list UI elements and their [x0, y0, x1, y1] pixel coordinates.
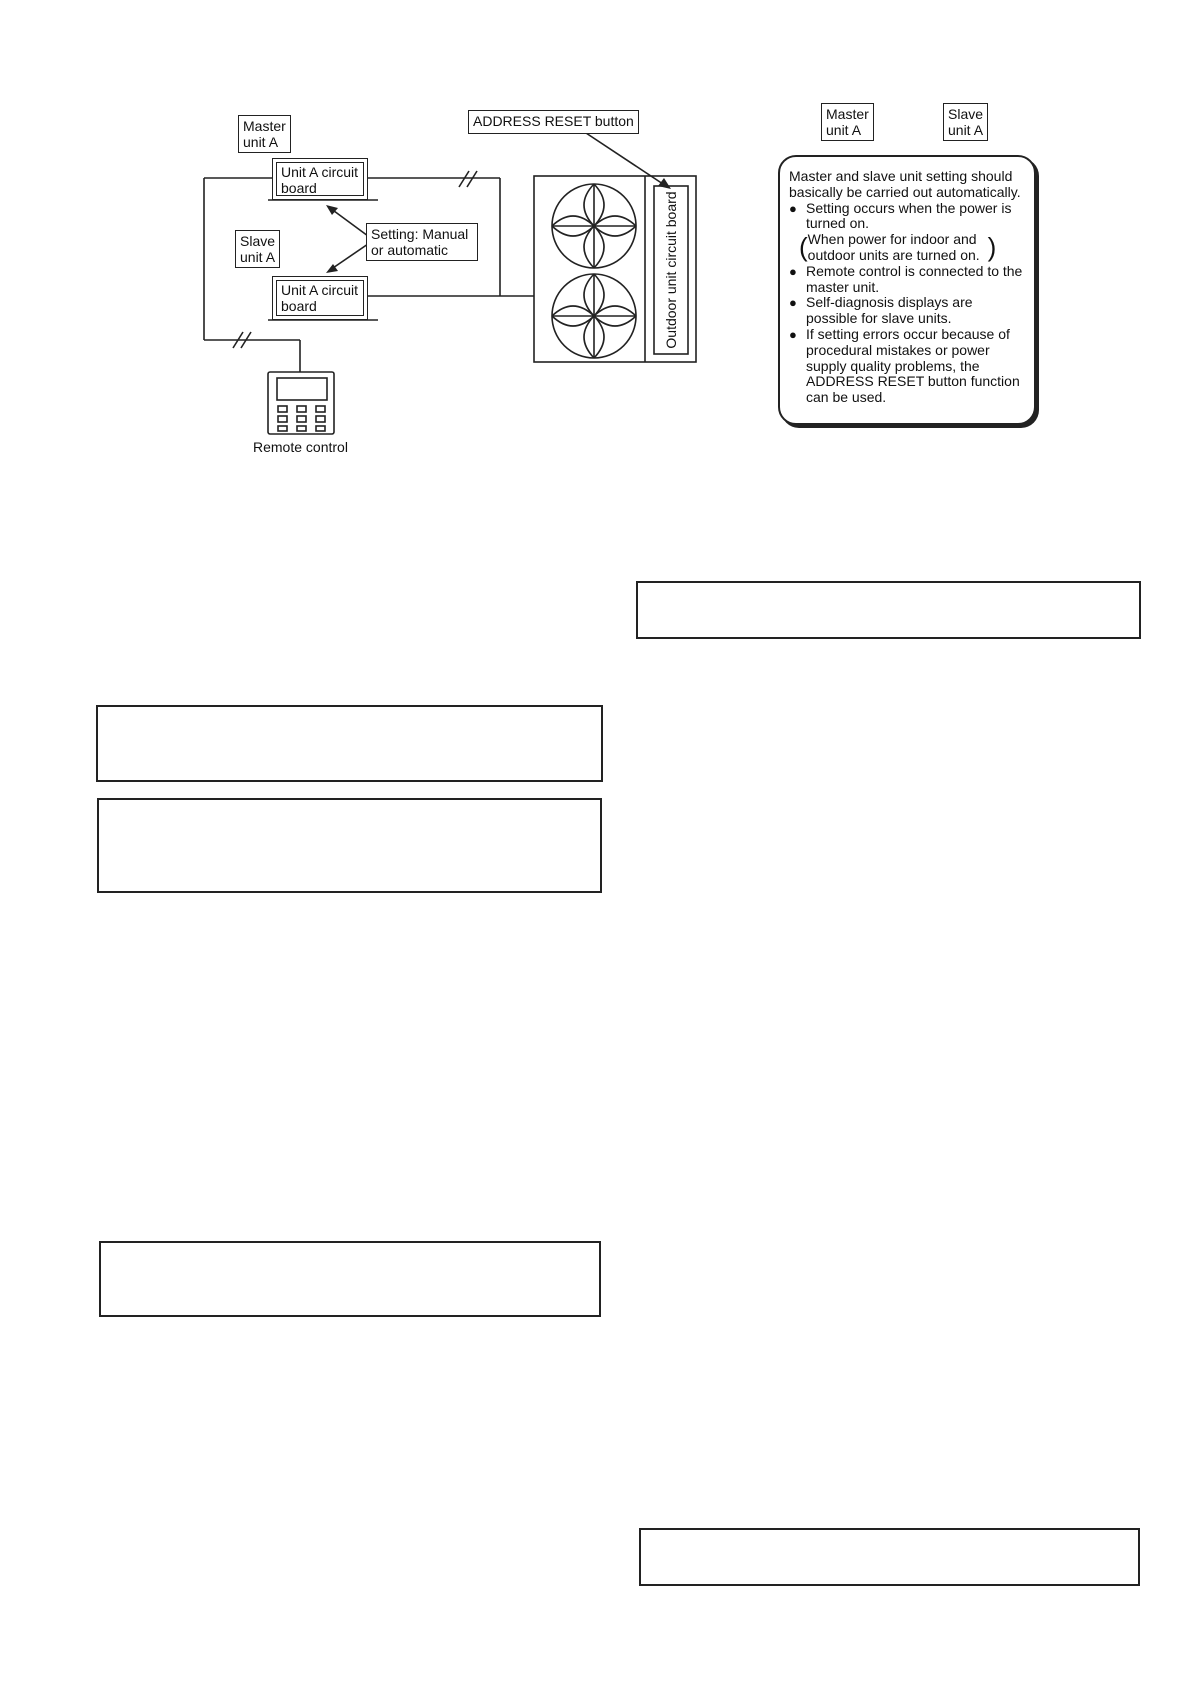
bullet-icon: ●: [789, 295, 797, 311]
close-paren-icon: ): [987, 232, 997, 263]
notes-bullet: [789, 201, 1026, 233]
notes-bullet-text: Setting occurs when the power is turned on.: [806, 199, 1012, 232]
setting-label: Setting: Manual or automatic: [366, 223, 478, 261]
open-paren-icon: (: [799, 232, 808, 263]
master-unit-label: Master unit A: [238, 115, 291, 153]
slave-unit-board-label: Unit A circuit board: [276, 280, 364, 316]
empty-box-left-3: [99, 1241, 601, 1317]
empty-box-right-2: [639, 1528, 1140, 1586]
notes-bullet-text: If setting errors occur because of procedural mistakes or power supply quality problems, the ADDRESS RESET button function can be used.: [806, 325, 1020, 406]
bullet-icon: ●: [789, 200, 797, 216]
legend-slave-label: Slave unit A: [943, 103, 988, 141]
bullet-icon: ●: [789, 326, 797, 342]
empty-box-left-1: [96, 705, 603, 782]
empty-box-left-2: [97, 798, 602, 893]
legend-master-label: Master unit A: [821, 103, 874, 141]
notes-bullet: [789, 264, 1026, 296]
remote-control-caption: Remote control: [253, 439, 348, 455]
master-unit-board-label: Unit A circuit board: [276, 162, 364, 196]
outdoor-board-label: Outdoor unit circuit board: [663, 191, 679, 349]
notes-box: [778, 155, 1036, 425]
notes-bullet: [789, 327, 1026, 406]
notes-paren-text: When power for indoor and outdoor units are turned on.: [807, 231, 980, 263]
notes-bullet-text: Remote control is connected to the master unit.: [806, 262, 1023, 295]
notes-paren-note: [799, 232, 1026, 264]
notes-bullet-text: Self-diagnosis displays are possible for slave units.: [806, 294, 973, 327]
bullet-icon: ●: [789, 263, 797, 279]
empty-box-right-1: [636, 581, 1141, 639]
address-reset-label: ADDRESS RESET button: [468, 110, 639, 134]
slave-unit-label: Slave unit A: [235, 230, 280, 268]
notes-intro: Master and slave unit setting should basically be carried out automatically.: [789, 168, 1021, 200]
notes-bullet: [789, 295, 1026, 327]
